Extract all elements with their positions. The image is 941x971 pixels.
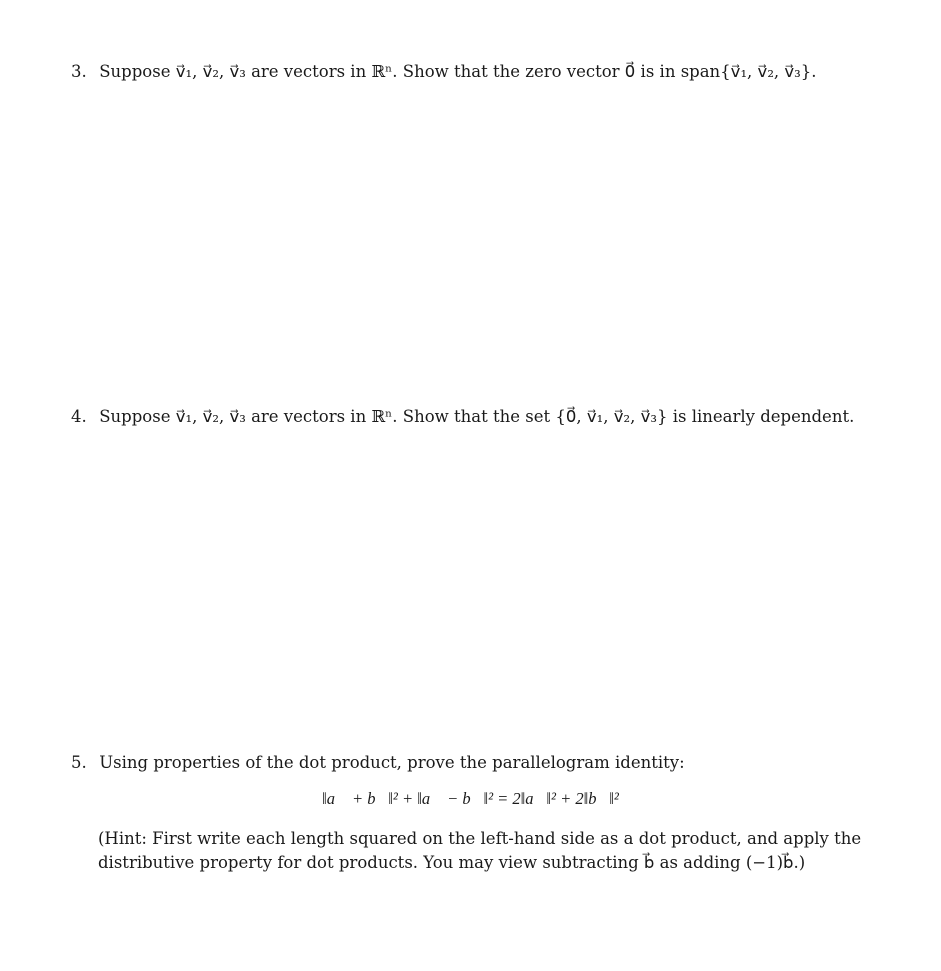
identity-equation: ‖a⃗ + b⃗‖² + ‖a⃗ − b⃗‖² = 2‖a⃗‖² + 2‖b⃗‖² xyxy=(322,789,619,808)
problem-5-number: 5. xyxy=(71,753,87,772)
problem-5-hint: (Hint: First write each length squared on the left-hand side as a dot product, and apply the distributive property for dot products. You may view subtracting b⃗ as adding (−1)b⃗.) xyxy=(98,829,862,872)
problem-4-text: Suppose v⃗₁, v⃗₂, v⃗₃ are vectors in ℝⁿ. Show that the set {0⃗, v⃗₁, v⃗₂, v⃗₃} is linearly dependent. xyxy=(99,407,855,426)
problem-5 xyxy=(71,751,685,775)
problem-3-text: Suppose v⃗₁, v⃗₂, v⃗₃ are vectors in ℝⁿ. Show that the zero vector 0⃗ is in span{v⃗₁, v⃗₂, v⃗₃}. xyxy=(99,62,817,81)
parallelogram-identity xyxy=(0,787,941,811)
problem-4 xyxy=(71,405,854,429)
problem-3 xyxy=(71,60,817,84)
problem-3-number: 3. xyxy=(71,62,87,81)
problem-5-text: Using properties of the dot product, prove the parallelogram identity: xyxy=(99,753,685,772)
problem-4-number: 4. xyxy=(71,407,87,426)
